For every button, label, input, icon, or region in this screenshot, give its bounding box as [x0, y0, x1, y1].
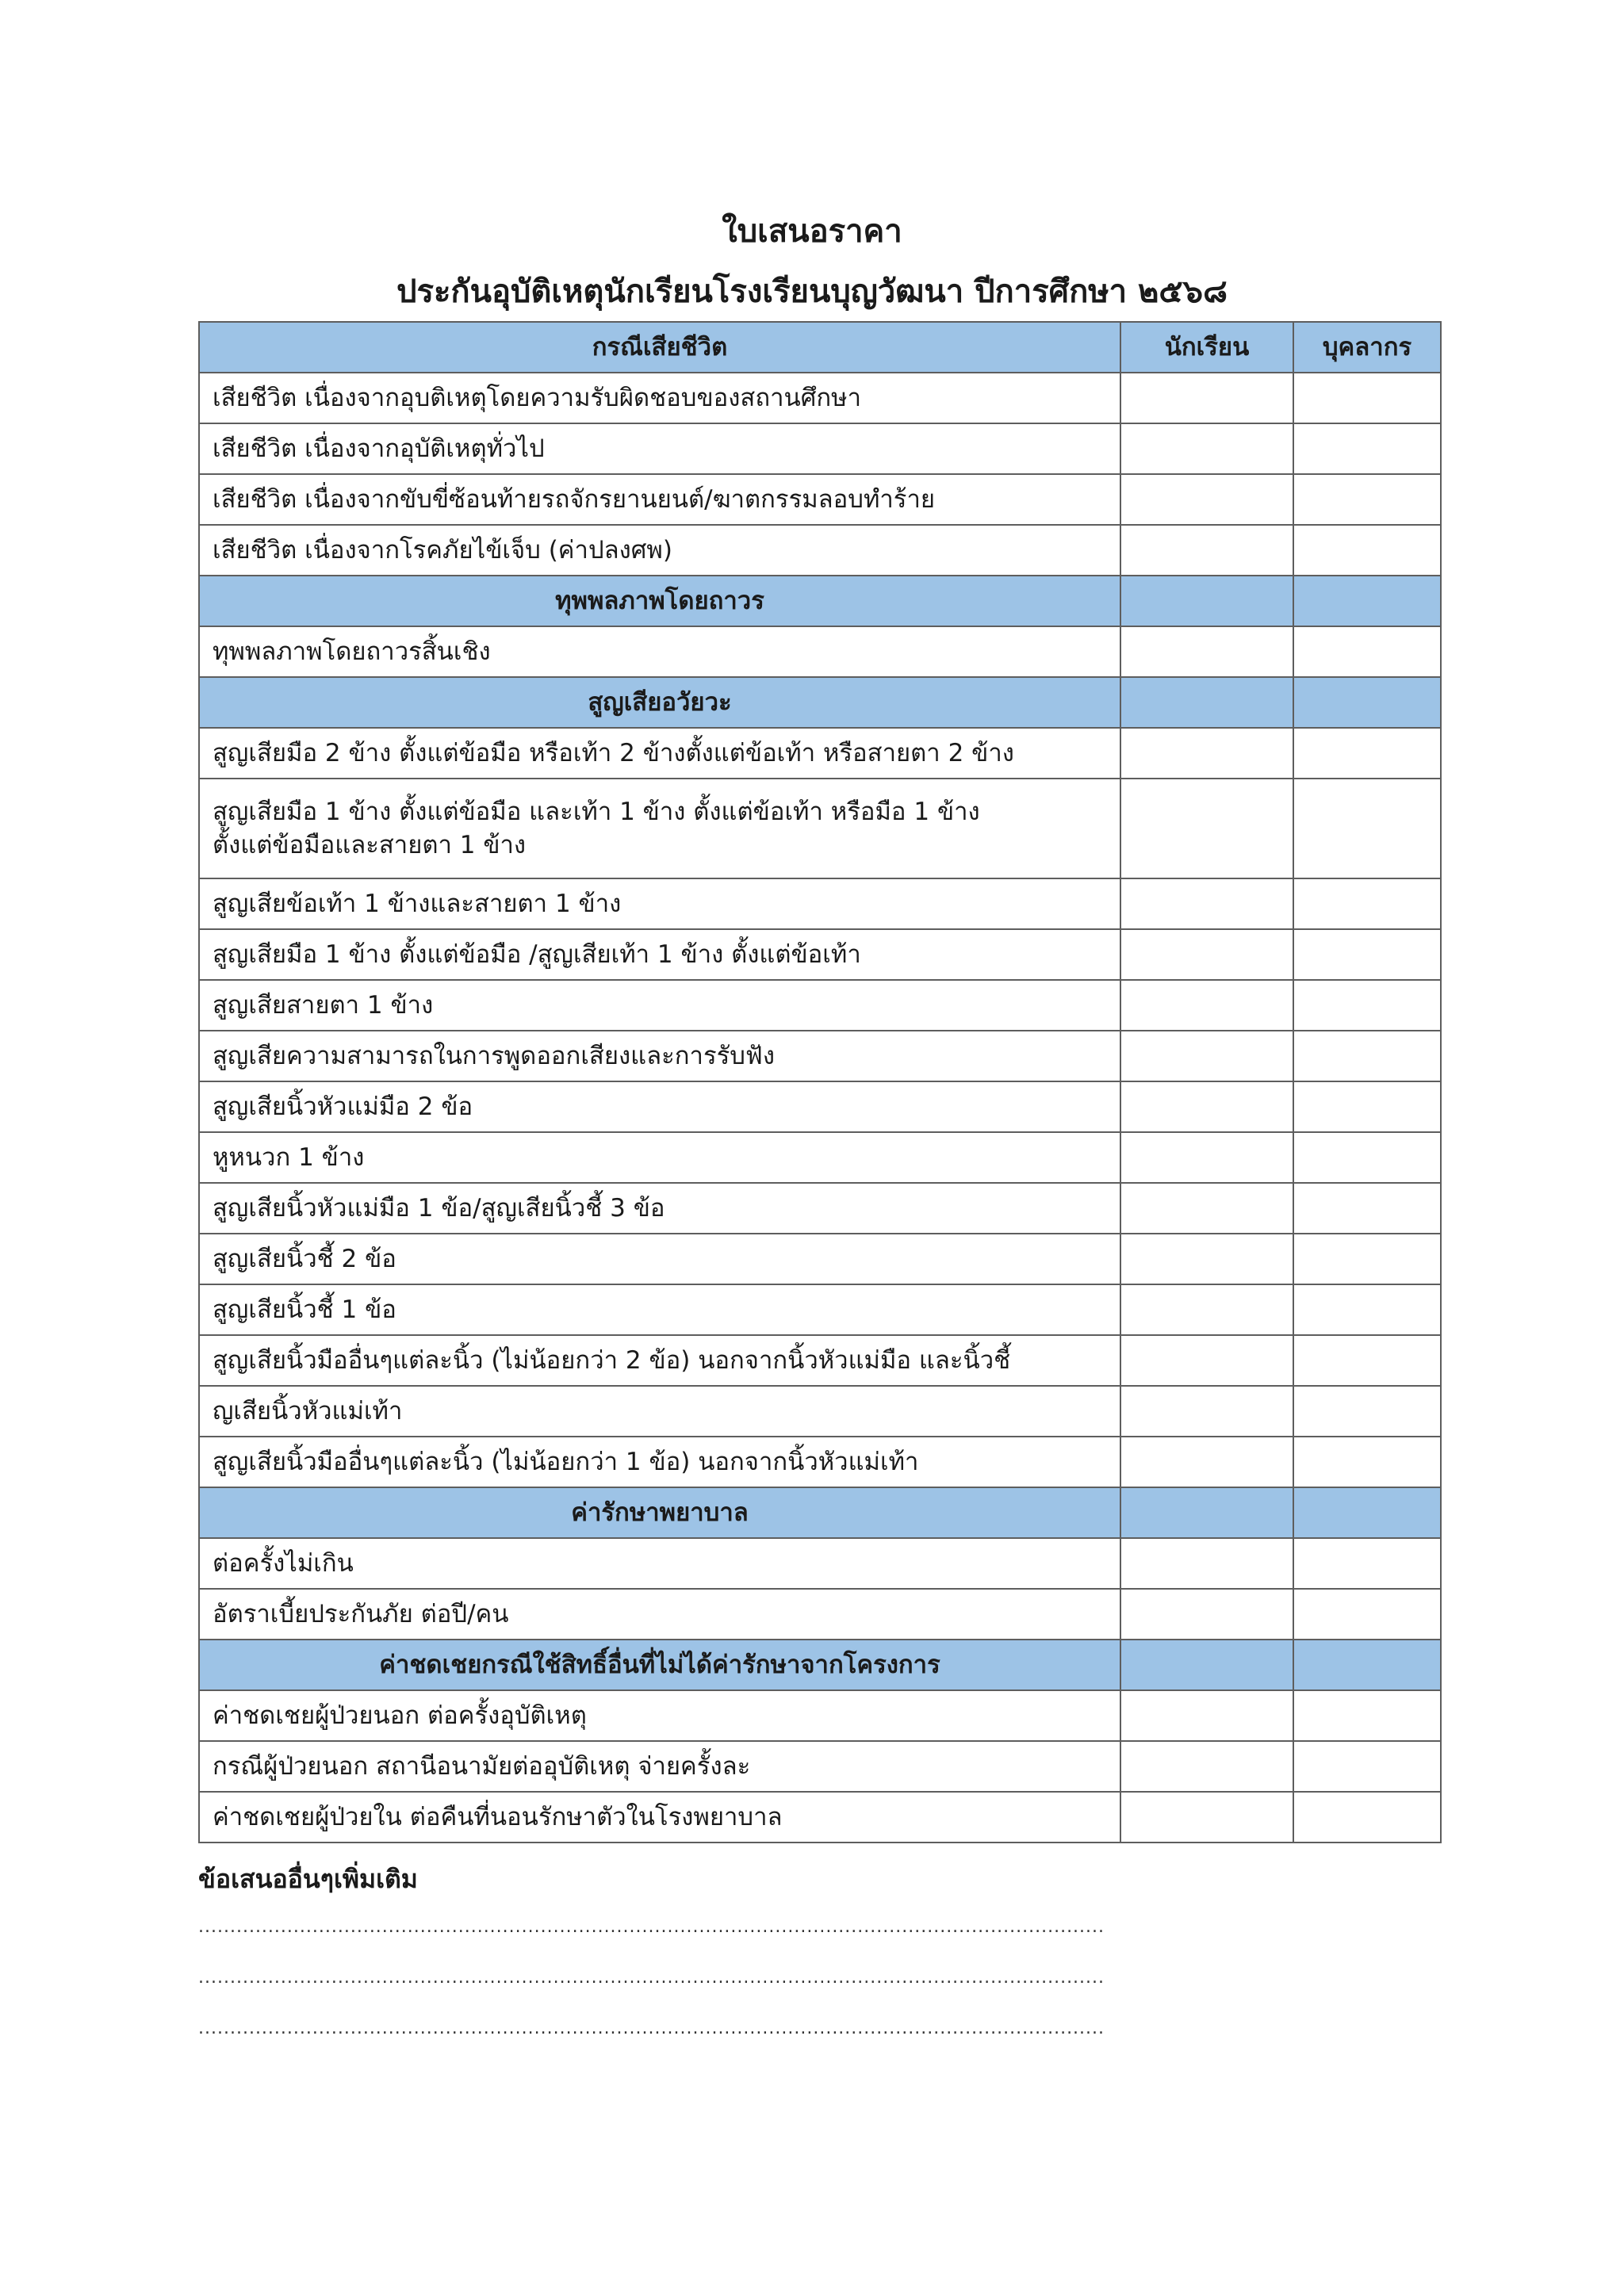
table-row [199, 373, 1441, 423]
coverage-item-label [199, 1386, 1120, 1437]
header-cell-empty [1293, 576, 1441, 626]
student-value-cell[interactable] [1120, 1031, 1293, 1081]
coverage-item-label [199, 626, 1120, 677]
coverage-item-text: สูญเสียนิ้วมืออื่นๆแต่ละนิ้ว (ไม่น้อยกว่า 2 ข้อ) นอกจากนิ้วหัวแม่มือ และนิ้วชี้ [213, 1346, 1011, 1375]
staff-value-cell[interactable] [1293, 1792, 1441, 1843]
section-header-row [199, 322, 1441, 373]
staff-value-cell[interactable] [1293, 1538, 1441, 1589]
coverage-item-label [199, 1335, 1120, 1386]
coverage-item-text: สูญเสียมือ 1 ข้าง ตั้งแต่ข้อมือ และเท้า 1 ข้าง ตั้งแต่ข้อเท้า หรือมือ 1 ข้าง [213, 798, 980, 826]
table-row [199, 1690, 1441, 1741]
coverage-item-text: ต่อครั้งไม่เกิน [213, 1549, 354, 1578]
coverage-item-text: สูญเสียนิ้วชี้ 2 ข้อ [213, 1245, 396, 1273]
table-row [199, 1589, 1441, 1640]
staff-value-cell[interactable] [1293, 779, 1441, 878]
staff-value-cell[interactable] [1293, 423, 1441, 474]
section-header-row [199, 1487, 1441, 1538]
student-value-cell[interactable] [1120, 1284, 1293, 1335]
coverage-item-label [199, 1081, 1120, 1132]
coverage-item-text: ค่าชดเชยผู้ป่วยนอก ต่อครั้งอุบัติเหตุ [213, 1701, 587, 1730]
coverage-item-text: สูญเสียนิ้วหัวแม่มือ 2 ข้อ [213, 1093, 473, 1121]
header-cell-empty [1293, 1487, 1441, 1538]
staff-value-cell[interactable] [1293, 1031, 1441, 1081]
student-value-cell[interactable] [1120, 1792, 1293, 1843]
section-header-label: ทุพพลภาพโดยถาวร [199, 576, 1120, 626]
section-header-row [199, 677, 1441, 728]
coverage-item-label [199, 1183, 1120, 1234]
student-value-cell[interactable] [1120, 779, 1293, 878]
coverage-item-text: สูญเสียนิ้วมืออื่นๆแต่ละนิ้ว (ไม่น้อยกว่า 1 ข้อ) นอกจากนิ้วหัวแม่เท้า [213, 1448, 919, 1476]
section-header-label: ค่ารักษาพยาบาล [199, 1487, 1120, 1538]
column-header-student: นักเรียน [1120, 322, 1293, 373]
staff-value-cell[interactable] [1293, 728, 1441, 779]
notes-line[interactable]: ............................................................................................................................................... [198, 2019, 1105, 2038]
staff-value-cell[interactable] [1293, 1690, 1441, 1741]
staff-value-cell[interactable] [1293, 373, 1441, 423]
coverage-item-label [199, 1437, 1120, 1487]
table-row [199, 779, 1441, 878]
student-value-cell[interactable] [1120, 1538, 1293, 1589]
coverage-item-text: สูญเสียสายตา 1 ข้าง [213, 991, 434, 1020]
table-row [199, 1386, 1441, 1437]
coverage-item-text: สูญเสียความสามารถในการพูดออกเสียงและการรับฟัง [213, 1042, 776, 1070]
coverage-item-text: ทุพพลภาพโดยถาวรสิ้นเชิง [213, 637, 491, 666]
table-row [199, 626, 1441, 677]
table-row [199, 1284, 1441, 1335]
section-header-row [199, 576, 1441, 626]
coverage-item-label [199, 980, 1120, 1031]
table-row [199, 929, 1441, 980]
coverage-item-text: สูญเสียมือ 2 ข้าง ตั้งแต่ข้อมือ หรือเท้า 2 ข้างตั้งแต่ข้อเท้า หรือสายตา 2 ข้าง [213, 739, 1014, 767]
section-header-label: ค่าชดเชยกรณีใช้สิทธิ์อื่นที่ไม่ได้ค่ารักษาจากโครงการ [199, 1640, 1120, 1690]
student-value-cell[interactable] [1120, 1081, 1293, 1132]
header-cell-empty [1120, 576, 1293, 626]
coverage-item-label [199, 1741, 1120, 1792]
staff-value-cell[interactable] [1293, 1335, 1441, 1386]
student-value-cell[interactable] [1120, 1335, 1293, 1386]
coverage-item-label [199, 1132, 1120, 1183]
student-value-cell[interactable] [1120, 980, 1293, 1031]
student-value-cell[interactable] [1120, 1690, 1293, 1741]
coverage-item-text-line2: ตั้งแต่ข้อมือและสายตา 1 ข้าง [213, 831, 527, 859]
coverage-item-label [199, 373, 1120, 423]
student-value-cell[interactable] [1120, 728, 1293, 779]
coverage-item-label [199, 779, 1120, 878]
staff-value-cell[interactable] [1293, 1183, 1441, 1234]
coverage-item-text: หูหนวก 1 ข้าง [213, 1143, 365, 1172]
coverage-item-text: สูญเสียนิ้วชี้ 1 ข้อ [213, 1295, 396, 1324]
notes-label: ข้อเสนออื่นๆเพิ่มเติม [198, 1864, 418, 1894]
table-row [199, 878, 1441, 929]
student-value-cell[interactable] [1120, 929, 1293, 980]
coverage-table [198, 321, 1442, 1843]
table-row [199, 1437, 1441, 1487]
coverage-item-text: ค่าชดเชยผู้ป่วยใน ต่อคืนที่นอนรักษาตัวในโรงพยาบาล [213, 1803, 783, 1831]
staff-value-cell[interactable] [1293, 626, 1441, 677]
staff-value-cell[interactable] [1293, 1437, 1441, 1487]
coverage-item-label [199, 728, 1120, 779]
student-value-cell[interactable] [1120, 1386, 1293, 1437]
student-value-cell[interactable] [1120, 373, 1293, 423]
student-value-cell[interactable] [1120, 1132, 1293, 1183]
coverage-item-label [199, 423, 1120, 474]
table-row [199, 1081, 1441, 1132]
student-value-cell[interactable] [1120, 423, 1293, 474]
coverage-item-text: อัตราเบี้ยประกันภัย ต่อปี/คน [213, 1600, 509, 1628]
table-row [199, 1031, 1441, 1081]
header-cell-empty [1293, 677, 1441, 728]
coverage-item-text: กรณีผู้ป่วยนอก สถานีอนามัยต่ออุบัติเหตุ จ่ายครั้งละ [213, 1752, 751, 1781]
student-value-cell[interactable] [1120, 626, 1293, 677]
coverage-item-label [199, 1284, 1120, 1335]
coverage-item-label [199, 1538, 1120, 1589]
coverage-item-label [199, 878, 1120, 929]
header-cell-empty [1120, 1487, 1293, 1538]
table-row [199, 980, 1441, 1031]
coverage-item-text: สูญเสียนิ้วหัวแม่มือ 1 ข้อ/สูญเสียนิ้วชี้ 3 ข้อ [213, 1194, 665, 1223]
table-row [199, 1234, 1441, 1284]
student-value-cell[interactable] [1120, 1234, 1293, 1284]
staff-value-cell[interactable] [1293, 1081, 1441, 1132]
staff-value-cell[interactable] [1293, 474, 1441, 525]
student-value-cell[interactable] [1120, 1741, 1293, 1792]
section-header-label: สูญเสียอวัยวะ [199, 677, 1120, 728]
staff-value-cell[interactable] [1293, 525, 1441, 576]
staff-value-cell[interactable] [1293, 878, 1441, 929]
coverage-item-text: เสียชีวิต เนื่องจากอุบติเหตุโดยความรับผิดชอบของสถานศึกษา [213, 384, 862, 412]
header-cell-empty [1293, 1640, 1441, 1690]
coverage-item-text: เสียชีวิต เนื่องจากขับขี่ซ้อนท้ายรถจักรยานยนต์/ฆาตกรรมลอบทำร้าย [213, 485, 936, 514]
staff-value-cell[interactable] [1293, 980, 1441, 1031]
notes-line[interactable]: ............................................................................................................................................... [198, 1917, 1105, 1937]
coverage-item-label [199, 1690, 1120, 1741]
coverage-item-text: สูญเสียมือ 1 ข้าง ตั้งแต่ข้อมือ /สูญเสียเท้า 1 ข้าง ตั้งแต่ข้อเท้า [213, 940, 861, 969]
document-subtitle: ประกันอุบัติเหตุนักเรียนโรงเรียนบุญวัฒนา ปีการศึกษา ๒๕๖๘ [396, 274, 1228, 310]
coverage-item-label [199, 1031, 1120, 1081]
coverage-item-text: สูญเสียข้อเท้า 1 ข้างและสายตา 1 ข้าง [213, 890, 622, 918]
header-cell-empty [1120, 1640, 1293, 1690]
section-header-label: กรณีเสียชีวิต [199, 322, 1120, 373]
notes-line[interactable]: ............................................................................................................................................... [198, 1968, 1105, 1988]
header-cell-empty [1120, 677, 1293, 728]
staff-value-cell[interactable] [1293, 1386, 1441, 1437]
student-value-cell[interactable] [1120, 1437, 1293, 1487]
table-row [199, 728, 1441, 779]
coverage-item-label [199, 474, 1120, 525]
staff-value-cell[interactable] [1293, 1284, 1441, 1335]
staff-value-cell[interactable] [1293, 1741, 1441, 1792]
coverage-item-label [199, 525, 1120, 576]
student-value-cell[interactable] [1120, 1589, 1293, 1640]
table-row [199, 1741, 1441, 1792]
table-row [199, 525, 1441, 576]
table-row [199, 1792, 1441, 1843]
coverage-item-text: ญเสียนิ้วหัวแม่เท้า [213, 1397, 403, 1425]
student-value-cell[interactable] [1120, 474, 1293, 525]
coverage-item-text: เสียชีวิต เนื่องจากอุบัติเหตุทั่วไป [213, 434, 545, 463]
coverage-item-label [199, 1589, 1120, 1640]
document-title: ใบเสนอราคา [722, 213, 902, 250]
student-value-cell[interactable] [1120, 878, 1293, 929]
coverage-item-label [199, 1792, 1120, 1843]
student-value-cell[interactable] [1120, 1183, 1293, 1234]
table-row [199, 1538, 1441, 1589]
coverage-item-label [199, 1234, 1120, 1284]
table-row [199, 1183, 1441, 1234]
staff-value-cell[interactable] [1293, 929, 1441, 980]
staff-value-cell[interactable] [1293, 1132, 1441, 1183]
table-row [199, 423, 1441, 474]
section-header-row [199, 1640, 1441, 1690]
staff-value-cell[interactable] [1293, 1234, 1441, 1284]
table-row [199, 1335, 1441, 1386]
column-header-staff: บุคลากร [1293, 322, 1441, 373]
coverage-item-label [199, 929, 1120, 980]
table-row [199, 1132, 1441, 1183]
student-value-cell[interactable] [1120, 525, 1293, 576]
coverage-item-text: เสียชีวิต เนื่องจากโรคภัยไข้เจ็บ (ค่าปลงศพ) [213, 536, 672, 564]
table-row [199, 474, 1441, 525]
staff-value-cell[interactable] [1293, 1589, 1441, 1640]
